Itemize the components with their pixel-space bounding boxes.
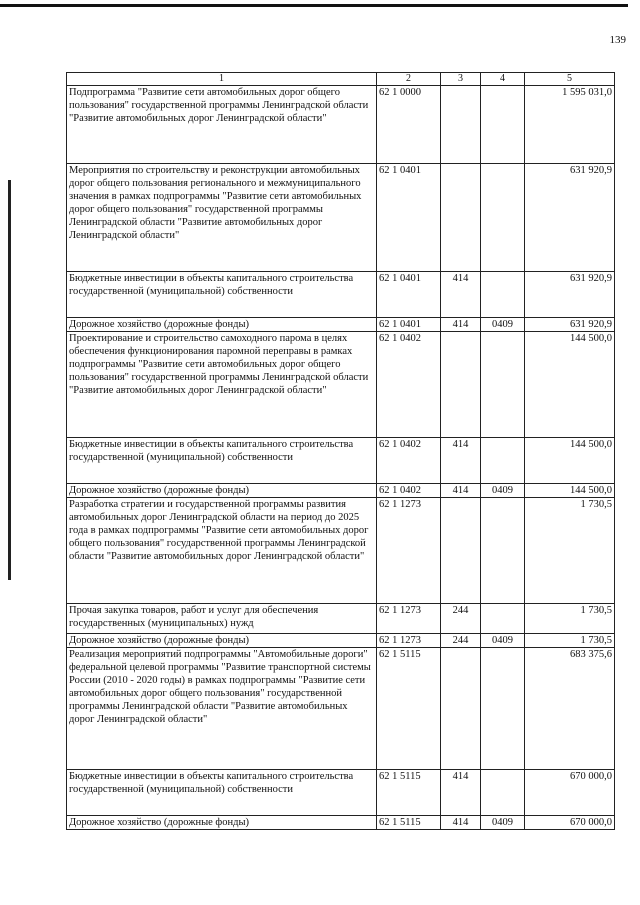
row-section: 0409 xyxy=(481,816,525,830)
row-amount: 1 730,5 xyxy=(525,604,615,634)
row-amount: 1 730,5 xyxy=(525,498,615,604)
scan-top-border xyxy=(0,4,628,7)
table-row xyxy=(67,634,615,648)
row-name: Дорожное хозяйство (дорожные фонды) xyxy=(67,318,377,332)
row-amount: 683 375,6 xyxy=(525,648,615,770)
row-name: Разработка стратегии и государственной программы развития автомобильных дорог Ленинградской области на период до 2025 года в рамках подпрограммы "Развитие сети автомобильных дорог общего пользования" государственной программы Ленинградской области "Развитие автомобильных дорог Ленинградской области" xyxy=(67,498,377,604)
table-row xyxy=(67,770,615,816)
row-name: Проектирование и строительство самоходного парома в целях обеспечения функционирования паромной переправы в рамках подпрограммы "Развитие сети автомобильных дорог общего пользования" государственной программы Ленинградской области "Развитие автомобильных дорог Ленинградской области" xyxy=(67,332,377,438)
row-amount: 144 500,0 xyxy=(525,484,615,498)
row-section xyxy=(481,272,525,318)
row-name: Подпрограмма "Развитие сети автомобильных дорог общего пользования" государственной программы Ленинградской области "Развитие автомобильных дорог Ленинградской области" xyxy=(67,86,377,164)
row-expense-type: 414 xyxy=(441,484,481,498)
row-target-code: 62 1 0401 xyxy=(377,164,441,272)
row-section: 0409 xyxy=(481,318,525,332)
row-expense-type: 244 xyxy=(441,634,481,648)
row-section: 0409 xyxy=(481,634,525,648)
row-expense-type: 244 xyxy=(441,604,481,634)
row-amount: 144 500,0 xyxy=(525,438,615,484)
row-section xyxy=(481,498,525,604)
header-col-1: 1 xyxy=(67,73,377,86)
row-target-code: 62 1 1273 xyxy=(377,604,441,634)
row-expense-type: 414 xyxy=(441,770,481,816)
budget-table xyxy=(66,72,615,830)
row-target-code: 62 1 0401 xyxy=(377,272,441,318)
row-target-code: 62 1 5115 xyxy=(377,816,441,830)
table-row xyxy=(67,86,615,164)
row-target-code: 62 1 0402 xyxy=(377,484,441,498)
row-target-code: 62 1 0402 xyxy=(377,332,441,438)
row-name: Бюджетные инвестиции в объекты капитального строительства государственной (муниципальной) собственности xyxy=(67,272,377,318)
row-expense-type xyxy=(441,498,481,604)
table-row xyxy=(67,164,615,272)
table-row xyxy=(67,498,615,604)
row-name: Прочая закупка товаров, работ и услуг для обеспечения государственных (муниципальных) нужд xyxy=(67,604,377,634)
row-amount: 1 595 031,0 xyxy=(525,86,615,164)
row-section xyxy=(481,332,525,438)
row-amount: 670 000,0 xyxy=(525,770,615,816)
row-expense-type xyxy=(441,648,481,770)
row-section xyxy=(481,770,525,816)
row-section xyxy=(481,86,525,164)
row-expense-type: 414 xyxy=(441,438,481,484)
row-name: Дорожное хозяйство (дорожные фонды) xyxy=(67,484,377,498)
row-name: Дорожное хозяйство (дорожные фонды) xyxy=(67,634,377,648)
row-name: Бюджетные инвестиции в объекты капитального строительства государственной (муниципальной) собственности xyxy=(67,770,377,816)
budget-table-container xyxy=(66,72,615,830)
row-section xyxy=(481,164,525,272)
table-row xyxy=(67,484,615,498)
row-target-code: 62 1 0401 xyxy=(377,318,441,332)
scan-left-edge-mark xyxy=(8,180,11,580)
table-row xyxy=(67,438,615,484)
row-amount: 631 920,9 xyxy=(525,272,615,318)
row-target-code: 62 1 1273 xyxy=(377,498,441,604)
table-row xyxy=(67,816,615,830)
table-row xyxy=(67,604,615,634)
row-name: Реализация мероприятий подпрограммы "Автомобильные дороги" федеральной целевой программы "Развитие транспортной системы России (2010 - 2020 годы) в рамках подпрограммы "Развитие сети автомобильных дорог общего пользования" государственной программы Ленинградской области "Развитие автомобильных дорог Ленинградской области" xyxy=(67,648,377,770)
row-target-code: 62 1 0402 xyxy=(377,438,441,484)
row-name: Мероприятия по строительству и реконструкции автомобильных дорог общего пользования регионального и межмуниципального значения в рамках подпрограммы "Развитие сети автомобильных дорог общего пользования" государственной программы Ленинградской области "Развитие автомобильных дорог Ленинградской области" xyxy=(67,164,377,272)
row-expense-type xyxy=(441,86,481,164)
table-row xyxy=(67,332,615,438)
page-number: 139 xyxy=(609,34,626,46)
header-col-4: 4 xyxy=(481,73,525,86)
header-col-3: 3 xyxy=(441,73,481,86)
row-amount: 631 920,9 xyxy=(525,164,615,272)
header-row xyxy=(67,73,615,86)
row-amount: 1 730,5 xyxy=(525,634,615,648)
row-target-code: 62 1 1273 xyxy=(377,634,441,648)
row-name: Дорожное хозяйство (дорожные фонды) xyxy=(67,816,377,830)
row-section xyxy=(481,604,525,634)
row-amount: 670 000,0 xyxy=(525,816,615,830)
row-section xyxy=(481,438,525,484)
row-expense-type: 414 xyxy=(441,318,481,332)
table-row xyxy=(67,318,615,332)
row-expense-type xyxy=(441,332,481,438)
table-row xyxy=(67,272,615,318)
table-row xyxy=(67,648,615,770)
row-target-code: 62 1 0000 xyxy=(377,86,441,164)
row-amount: 631 920,9 xyxy=(525,318,615,332)
row-section xyxy=(481,648,525,770)
row-section: 0409 xyxy=(481,484,525,498)
row-expense-type xyxy=(441,164,481,272)
row-expense-type: 414 xyxy=(441,816,481,830)
header-col-5: 5 xyxy=(525,73,615,86)
row-name: Бюджетные инвестиции в объекты капитального строительства государственной (муниципальной) собственности xyxy=(67,438,377,484)
row-expense-type: 414 xyxy=(441,272,481,318)
row-amount: 144 500,0 xyxy=(525,332,615,438)
row-target-code: 62 1 5115 xyxy=(377,648,441,770)
row-target-code: 62 1 5115 xyxy=(377,770,441,816)
header-col-2: 2 xyxy=(377,73,441,86)
